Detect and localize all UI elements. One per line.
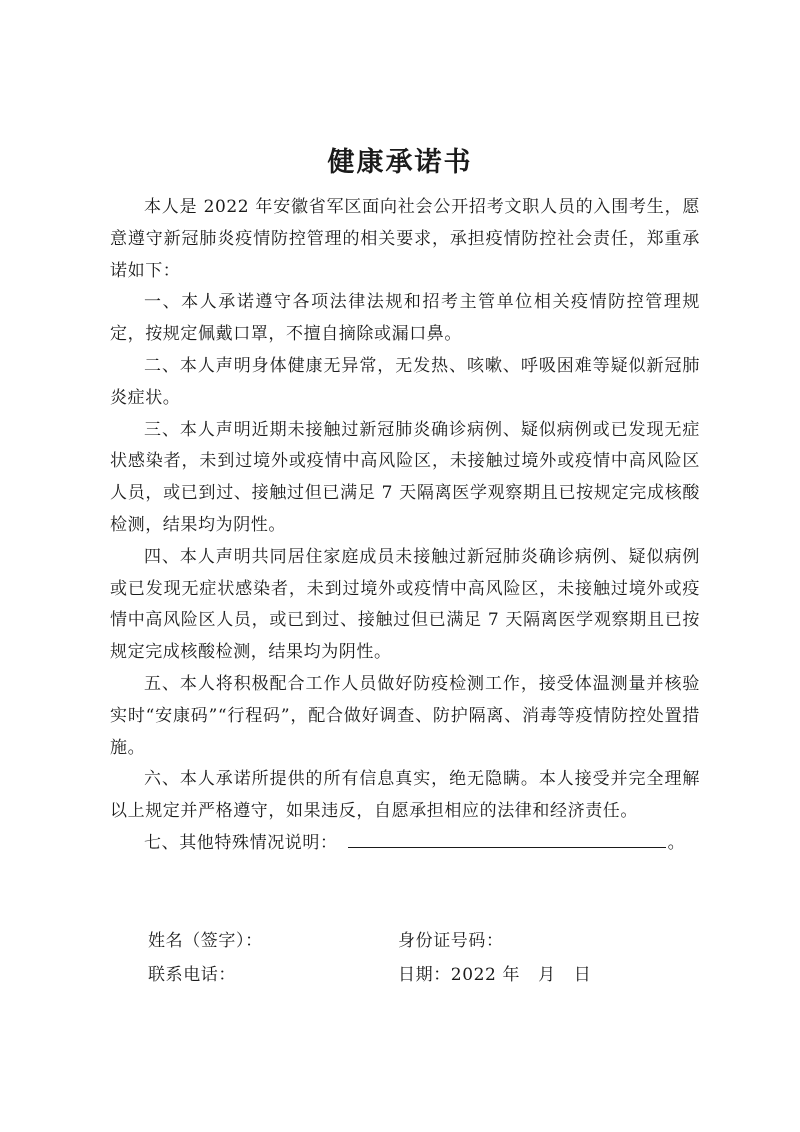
date-field[interactable] (398, 958, 698, 992)
month-label: 月 (538, 965, 556, 985)
signature-row-1 (148, 924, 708, 958)
signature-row-2 (148, 958, 708, 992)
date-label: 日期：2022 年 (398, 965, 521, 985)
name-signature-field[interactable] (148, 924, 398, 958)
paragraph-item-4: 四、本人声明共同居住家庭成员未接触过新冠肺炎确诊病例、疑似病例或已发现无症状感染者，未到过境外或疫情中高风险区，未接触过境外或疫情中高风险区人员，或已到过、接触过但已满足 7 天隔离医学观察期且已按规定完成核酸检测，结果均为阴性。 (110, 546, 700, 663)
paragraph-item-2: 二、本人声明身体健康无异常，无发热、咳嗽、呼吸困难等疑似新冠肺炎症状。 (110, 355, 700, 408)
paragraph-item-7 (110, 828, 700, 860)
phone-label: 联系电话： (148, 965, 236, 985)
paragraph-item-3: 三、本人声明近期未接触过新冠肺炎确诊病例、疑似病例或已发现无症状感染者，未到过境外或疫情中高风险区，未接触过境外或疫情中高风险区人员，或已到过、接触过但已满足 7 天隔离医学观察期且已按规定完成核酸检测，结果均为阴性。 (110, 419, 700, 535)
document-title: 健康承诺书 (327, 147, 473, 178)
id-number-label: 身份证号码： (398, 931, 504, 951)
signature-block (148, 924, 708, 992)
name-label: 姓名（签字）： (148, 931, 263, 951)
paragraph-intro: 本人是 2022 年安徽省军区面向社会公开招考文职人员的入围考生，愿意遵守新冠肺炎疫情防控管理的相关要求，承担疫情防控社会责任，郑重承诺如下： (110, 197, 700, 281)
day-label: 日 (573, 965, 592, 985)
paragraph-item-1: 一、本人承诺遵守各项法律法规和招考主管单位相关疫情防控管理规定，按规定佩戴口罩，不擅自摘除或漏口鼻。 (110, 292, 700, 345)
other-situation-end: 。 (667, 832, 686, 853)
id-number-field[interactable] (398, 924, 698, 958)
other-situation-label: 七、其他特殊情况说明： (144, 832, 338, 853)
paragraph-item-6: 六、本人承诺所提供的所有信息真实，绝无隐瞒。本人接受并完全理解以上规定并严格遵守，如果违反，自愿承担相应的法律和经济责任。 (110, 769, 700, 822)
other-situation-blank[interactable] (348, 846, 666, 848)
phone-field[interactable] (148, 958, 398, 992)
paragraph-item-5: 五、本人将积极配合工作人员做好防疫检测工作，接受体温测量并核验实时“安康码”“行程码”，配合做好调查、防护隔离、消毒等疫情防控处置措施。 (110, 673, 700, 758)
document-body (110, 192, 700, 860)
